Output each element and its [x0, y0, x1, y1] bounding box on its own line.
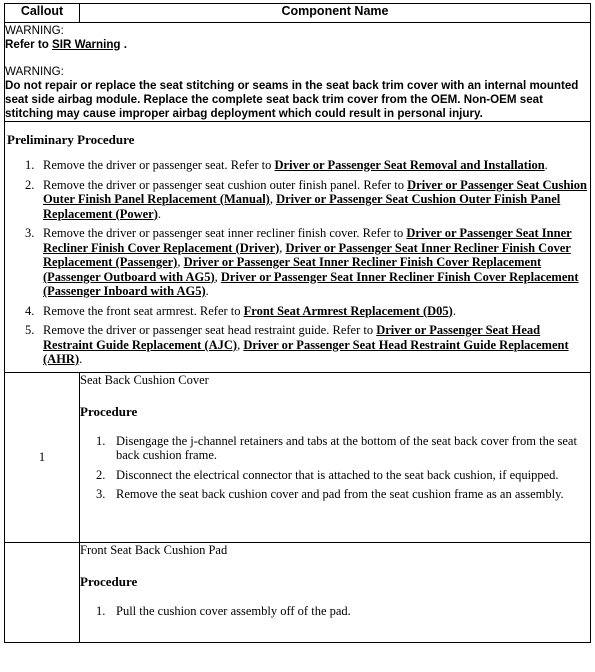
step-text: Remove the driver or passenger seat head restraint guide. Refer to	[43, 323, 377, 337]
list-item	[80, 604, 590, 619]
reference-link[interactable]: Driver or Passenger Seat Head Restraint Guide Replacement (AHR)	[43, 337, 569, 366]
warning-stitching-text: Do not repair or replace the seat stitching or seams in the seat back trim cover with an internal mounted seat side airbag module. Replace the complete seat back trim cover from the OEM. Non-OEM seat stitching may cause improper airbag deployment which could result in personal injury.	[5, 79, 579, 120]
separator: ,	[279, 240, 286, 255]
separator: ,	[237, 337, 244, 352]
reference-link[interactable]: Driver or Passenger Seat Inner Recliner Finish Cover Replacement (Passenger Outboard with AG5)	[43, 255, 542, 284]
warning-sir-text: Refer to SIR Warning .	[5, 38, 127, 51]
reference-link[interactable]: Driver or Passenger Seat Inner Recliner Finish Cover Replacement (Passenger)	[43, 240, 571, 269]
callout-number: 1	[5, 372, 80, 542]
warning-label: WARNING:	[5, 24, 64, 37]
step-number: 1.	[96, 433, 106, 448]
step-number: 3.	[25, 226, 35, 240]
preliminary-cell	[5, 122, 591, 373]
list-item	[5, 226, 590, 299]
component-title: Front Seat Back Cushion Pad	[80, 542, 228, 557]
step-text: Remove the driver or passenger seat cushion outer finish panel. Refer to	[43, 177, 408, 192]
step-number: 4.	[25, 303, 35, 318]
step-text: Disengage the j-channel retainers and tabs at the bottom of the seat back cover from the seat back cushion frame.	[116, 433, 577, 462]
procedure-table	[4, 3, 591, 643]
separator: ,	[269, 192, 277, 206]
step-end: .	[157, 206, 162, 221]
component-steps	[80, 434, 590, 502]
list-item	[80, 487, 590, 502]
reference-link[interactable]: Driver or Passenger Seat Removal and Installation	[274, 158, 545, 172]
step-number: 3.	[96, 487, 106, 501]
reference-link[interactable]: Front Seat Armrest Replacement (D05)	[243, 303, 453, 318]
list-item	[80, 468, 590, 483]
list-item	[5, 178, 590, 222]
component-cell	[80, 372, 591, 542]
reference-link[interactable]: Driver or Passenger Seat Inner Recliner Finish Cover Replacement (Driver)	[43, 226, 572, 255]
step-text: Remove the front seat armrest. Refer to	[43, 303, 244, 318]
list-item	[5, 158, 590, 173]
list-item	[80, 434, 590, 463]
step-end: .	[205, 284, 209, 298]
list-item	[5, 323, 590, 367]
sir-warning-link[interactable]: SIR Warning	[52, 38, 121, 51]
component-steps	[80, 604, 590, 619]
step-text: Disconnect the electrical connector that is attached to the seat back cushion, if equipped.	[116, 467, 559, 482]
preliminary-title: Preliminary Procedure	[7, 132, 135, 147]
callout-header: Callout	[5, 4, 80, 23]
callout-number	[5, 542, 80, 642]
list-item	[5, 304, 590, 319]
preliminary-row	[5, 122, 591, 373]
reference-link[interactable]: Driver or Passenger Seat Head Restraint Guide Replacement (AJC)	[43, 323, 541, 352]
reference-link[interactable]: Driver or Passenger Seat Cushion Outer Finish Panel Replacement (Manual)	[43, 177, 587, 206]
separator: ,	[177, 255, 184, 269]
reference-link[interactable]: Driver or Passenger Seat Cushion Outer Finish Panel Replacement (Power)	[43, 192, 561, 221]
component-row	[5, 372, 591, 542]
step-end: .	[452, 303, 456, 318]
step-text: Remove the driver or passenger seat inner recliner finish cover. Refer to	[43, 226, 407, 240]
component-row	[5, 542, 591, 642]
table-header-row	[5, 4, 591, 23]
step-number: 2.	[96, 467, 106, 482]
preliminary-steps	[5, 158, 590, 367]
component-cell	[80, 542, 591, 642]
step-text: Pull the cushion cover assembly off of the pad.	[116, 603, 351, 618]
component-title: Seat Back Cushion Cover	[80, 372, 209, 387]
warning-label: WARNING:	[5, 65, 64, 78]
step-text: Remove the seat back cushion cover and pad from the seat cushion frame as an assembly.	[116, 487, 564, 501]
component-header: Component Name	[80, 4, 591, 23]
step-number: 2.	[25, 177, 35, 192]
step-end: .	[544, 158, 548, 172]
step-end: .	[79, 352, 83, 366]
step-number: 1.	[25, 158, 35, 172]
step-number: 1.	[96, 603, 106, 618]
warning-row	[5, 23, 591, 122]
reference-link[interactable]: Driver or Passenger Seat Inner Recliner Finish Cover Replacement (Passenger Inboard with AG5)	[43, 269, 579, 298]
step-text: Remove the driver or passenger seat. Refer to	[43, 158, 275, 172]
step-number: 5.	[25, 323, 35, 337]
separator: ,	[214, 269, 221, 284]
procedure-label: Procedure	[80, 403, 138, 419]
warnings-cell	[5, 23, 591, 122]
procedure-label: Procedure	[80, 573, 138, 589]
